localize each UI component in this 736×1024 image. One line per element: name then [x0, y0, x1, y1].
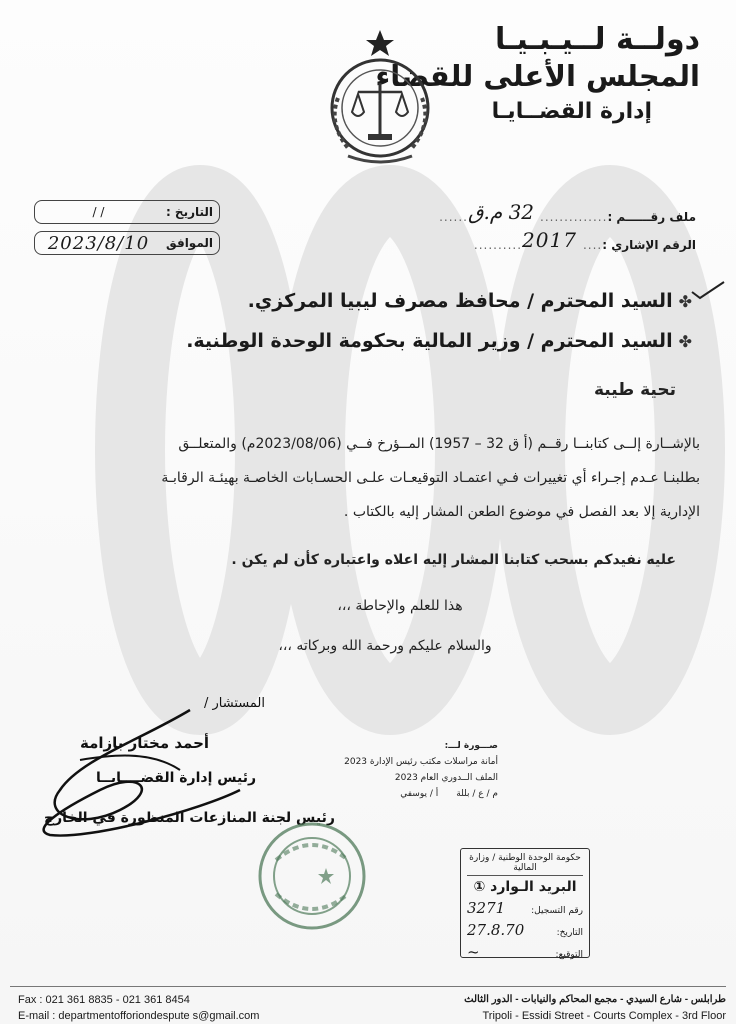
stamp-signature-label: التوقيع:: [555, 950, 583, 960]
justice-scale-emblem-icon: [318, 28, 442, 168]
copies-item-3: م / ع / بللة: [456, 789, 498, 799]
corresponding-value: 2023/8/10: [47, 232, 150, 254]
index-number-row: الرقم الإشاري : .... 2017 ..........: [473, 228, 696, 252]
footer-divider: [10, 986, 726, 987]
index-number-value: 2017: [522, 228, 577, 252]
department-name: إدارة القضــايـا: [491, 99, 652, 124]
reference-block: [439, 196, 696, 252]
footer-address-english: Tripoli - Essidi Street - Courts Complex - 3rd Floor: [482, 1010, 726, 1022]
request-paragraph: عليه نفيدكم بسحب كتابنا المشار إليه اعلاه واعتباره كأن لم يكن .: [231, 552, 676, 568]
greeting: تحية طيبة: [593, 380, 676, 400]
closing-notice: هذا للعلم والإحاطة ،،،: [337, 598, 463, 614]
date-box: [34, 200, 220, 224]
date-value: / /: [92, 205, 105, 219]
footer-fax: Fax : 021 361 8835 - 021 361 8454: [18, 994, 190, 1006]
body-line-1: بالإشــارة إلــى كتابنــا رقــم (أ ق 32 – 1957) المــؤرخ فــي (2023/08/06م) والمتعلــق: [178, 436, 700, 452]
stamp-date-value: 27.8.70: [467, 921, 525, 939]
stamp-government: حكومة الوحدة الوطنية / وزارة المالية: [467, 853, 583, 876]
date-label: التاريخ :: [165, 205, 213, 219]
official-seal-icon: [256, 820, 368, 932]
stamp-date-label: التاريخ:: [556, 928, 583, 938]
addressee-1: ✤السيد المحترم / محافظ مصرف ليبيا المركزي.: [247, 290, 692, 312]
council-name: المجلس الأعلى للقضاء: [375, 59, 700, 93]
state-name: دولــة لــيـبـيـا: [495, 22, 700, 57]
footer-email: E-mail : departmentofforiondespute s@gmail.com: [18, 1010, 260, 1022]
copies-block: [344, 738, 498, 802]
file-number-row: ملف رقــــــم : .............. 32 م.ق ......: [439, 200, 696, 224]
stamp-registration-label: رقم التسجيل:: [531, 906, 583, 916]
copies-item-2: الملف الــدوري العام 2023: [394, 773, 498, 783]
signatory-name: أحمد مختار بازامة: [80, 734, 210, 752]
corresponding-label: الموافق: [166, 236, 213, 250]
incoming-mail-stamp: حكومة الوحدة الوطنية / وزارة المالية البريد الـوارد ① رقم التسجيل: 3271 التاريخ: 27.8.70 التوقيع: ~: [460, 848, 590, 958]
copies-item-4: أ / يوسفي: [400, 789, 439, 799]
copies-item-1: أمانة مراسلات مكتب رئيس الإدارة 2023: [344, 757, 498, 767]
body-line-2: بطلبنـا عـدم إجـراء أي تغييرات فـي اعتمـاد التوقيعـات علـى الحسـابات الخاصـة بهيئـة الرقابـة: [161, 470, 700, 486]
star-bullet-icon: ✤: [678, 292, 692, 311]
footer-address-arabic: طرابلس - شارع السيدي - مجمع المحاكم والنيابات - الدور الثالث: [464, 994, 726, 1005]
copies-heading: صـــورة لـــ:: [444, 741, 498, 751]
corresponding-date-box: [34, 231, 220, 255]
stamp-registration-value: 3271: [467, 899, 506, 917]
closing-salutation: والسلام عليكم ورحمة الله وبركاته ،،،: [278, 638, 492, 654]
body-line-3: الإدارية إلا بعد الفصل في موضوع الطعن المشار إليه بالكتاب .: [343, 504, 700, 520]
footer-address: [464, 992, 726, 1024]
advisor-label: المستشار /: [204, 696, 265, 711]
signatory-title-2: رئيس لجنة المنازعات المنظورة في الخارج: [44, 810, 335, 826]
file-number-value: 32 م.ق: [467, 200, 535, 224]
signatory-title-1: رئيس إدارة القضــــايــا: [96, 770, 257, 786]
star-bullet-icon: ✤: [678, 332, 692, 351]
file-number-label: ملف رقــــــم :: [607, 210, 696, 224]
footer-contact: [18, 992, 259, 1024]
stamp-title: البريد الـوارد ①: [473, 879, 577, 895]
index-number-label: الرقم الإشاري :: [602, 238, 696, 252]
addressee-2: ✤السيد المحترم / وزير المالية بحكومة الوحدة الوطنية.: [186, 330, 692, 352]
check-mark-icon: [690, 280, 726, 300]
